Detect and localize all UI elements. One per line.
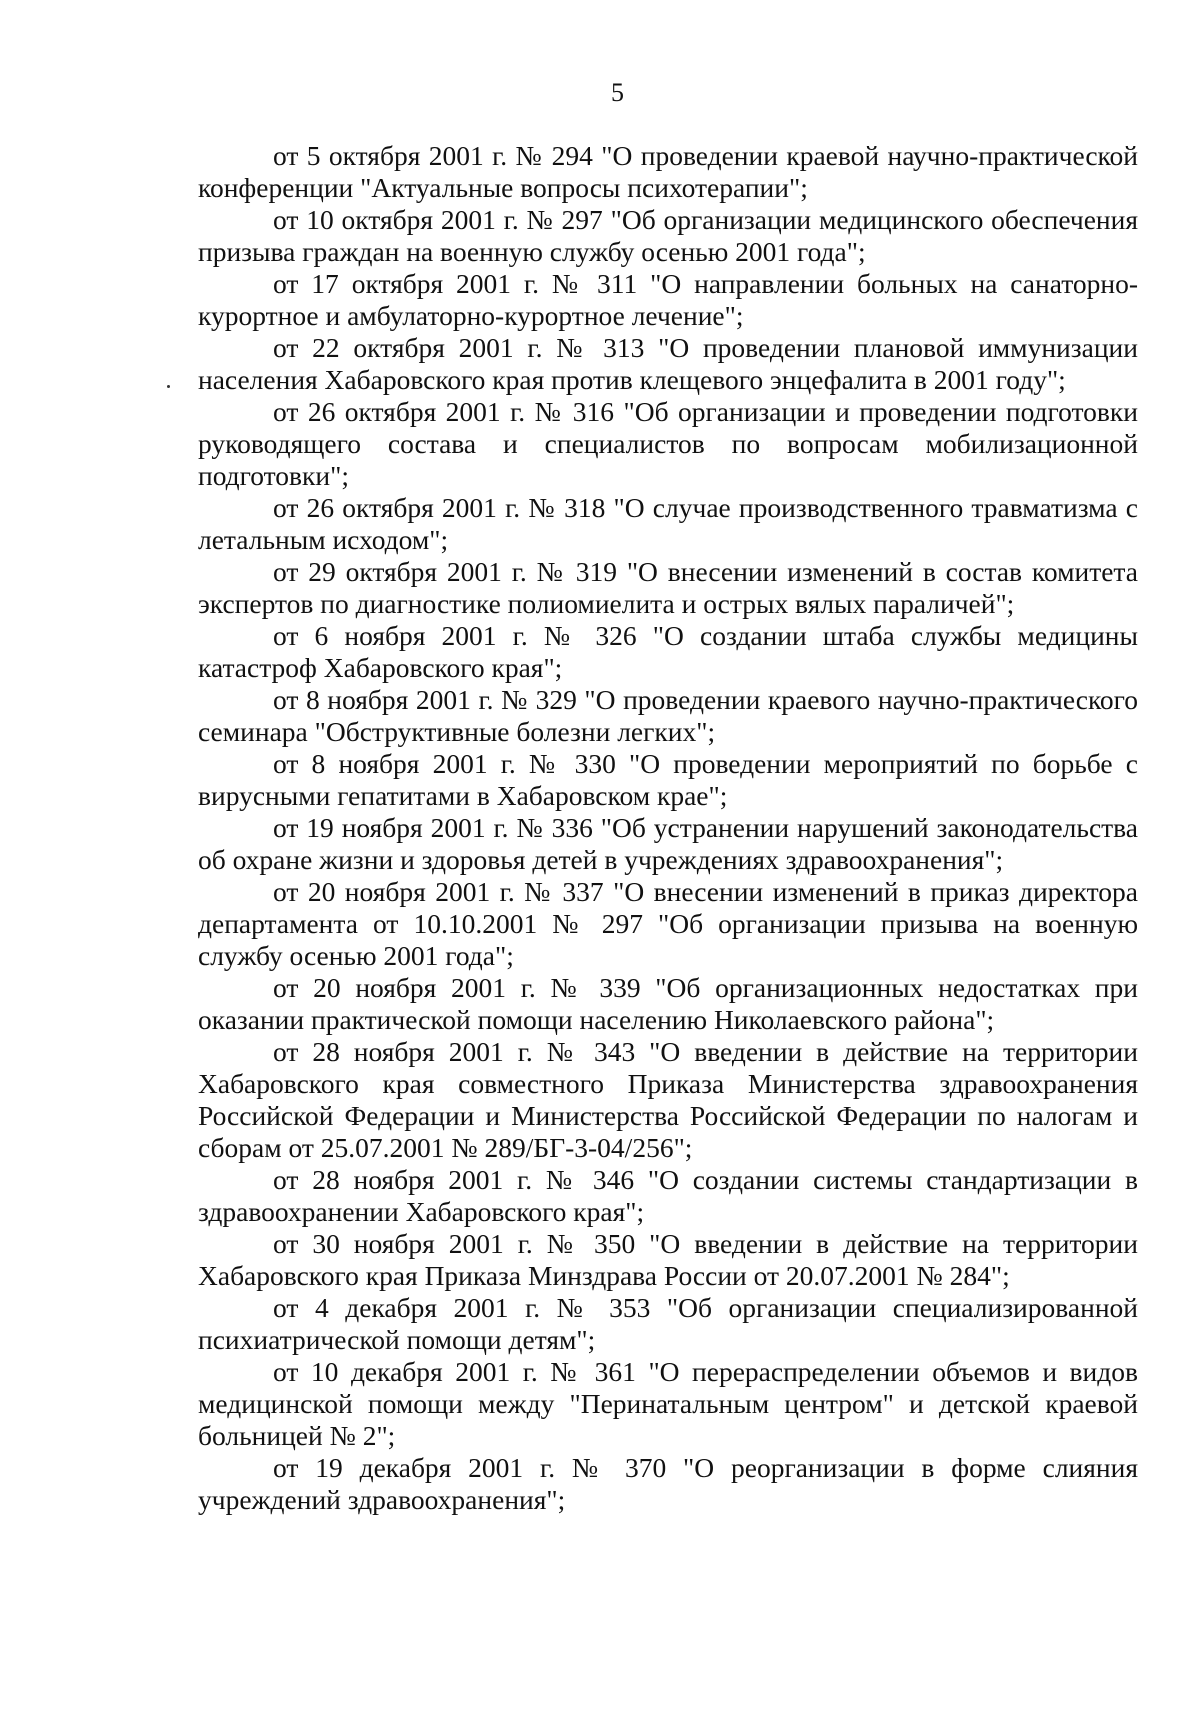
order-entry: от 28 ноября 2001 г. № 343 "О введении в действие на территории Хабаровского края совместного Приказа Министерства здравоохранения Российской Федерации и Министерства Российской Федерации по налогам и сборам от 25.07.2001 № 289/БГ-3-04/256"; <box>198 1036 1138 1163</box>
order-entry: от 19 ноября 2001 г. № 336 "Об устранении нарушений законодательства об охране жизни и здоровья детей в учреждениях здравоохранения"; <box>198 812 1138 875</box>
order-entry: от 19 декабря 2001 г. № 370 "О реорганизации в форме слияния учреждений здравоохранения"; <box>198 1452 1138 1515</box>
order-list <box>198 140 1138 1516</box>
order-entry: от 26 октября 2001 г. № 318 "О случае производственного травматизма с летальным исходом"; <box>198 492 1138 555</box>
order-entry: от 20 ноября 2001 г. № 339 "Об организационных недостатках при оказании практической помощи населению Николаевского района"; <box>198 972 1138 1035</box>
order-entry: от 5 октября 2001 г. № 294 "О проведении краевой научно-практической конференции "Актуальные вопросы психотерапии"; <box>198 140 1138 203</box>
order-entry: от 26 октября 2001 г. № 316 "Об организации и проведении подготовки руководящего состава и специалистов по вопросам мобилизационной подготовки"; <box>198 396 1138 491</box>
order-entry: от 10 декабря 2001 г. № 361 "О перераспределении объемов и видов медицинской помощи между "Перинатальным центром" и детской краевой больницей № 2"; <box>198 1356 1138 1451</box>
page-number: 5 <box>611 78 624 107</box>
order-entry: от 30 ноября 2001 г. № 350 "О введении в действие на территории Хабаровского края Приказа Минздрава России от 20.07.2001 № 284"; <box>198 1228 1138 1291</box>
order-entry: от 29 октября 2001 г. № 319 "О внесении изменений в состав комитета экспертов по диагностике полиомиелита и острых вялых параличей"; <box>198 556 1138 619</box>
order-entry: от 28 ноября 2001 г. № 346 "О создании системы стандартизации в здравоохранении Хабаровского края"; <box>198 1164 1138 1227</box>
order-entry: от 17 октября 2001 г. № 311 "О направлении больных на санаторно-курортное и амбулаторно-курортное лечение"; <box>198 268 1138 331</box>
order-entry: от 20 ноября 2001 г. № 337 "О внесении изменений в приказ директора департамента от 10.10.2001 № 297 "Об организации призыва на военную службу осенью 2001 года"; <box>198 876 1138 971</box>
order-entry: от 6 ноября 2001 г. № 326 "О создании штаба службы медицины катастроф Хабаровского края"; <box>198 620 1138 683</box>
scan-speck <box>167 385 170 388</box>
order-entry: от 22 октября 2001 г. № 313 "О проведении плановой иммунизации населения Хабаровского края против клещевого энцефалита в 2001 году"; <box>198 332 1138 395</box>
order-entry: от 8 ноября 2001 г. № 329 "О проведении краевого научно-практического семинара "Обструктивные болезни легких"; <box>198 684 1138 747</box>
order-entry: от 10 октября 2001 г. № 297 "Об организации медицинского обеспечения призыва граждан на военную службу осенью 2001 года"; <box>198 204 1138 267</box>
order-entry: от 8 ноября 2001 г. № 330 "О проведении мероприятий по борьбе с вирусными гепатитами в Хабаровском крае"; <box>198 748 1138 811</box>
order-entry: от 4 декабря 2001 г. № 353 "Об организации специализированной психиатрической помощи детям"; <box>198 1292 1138 1355</box>
